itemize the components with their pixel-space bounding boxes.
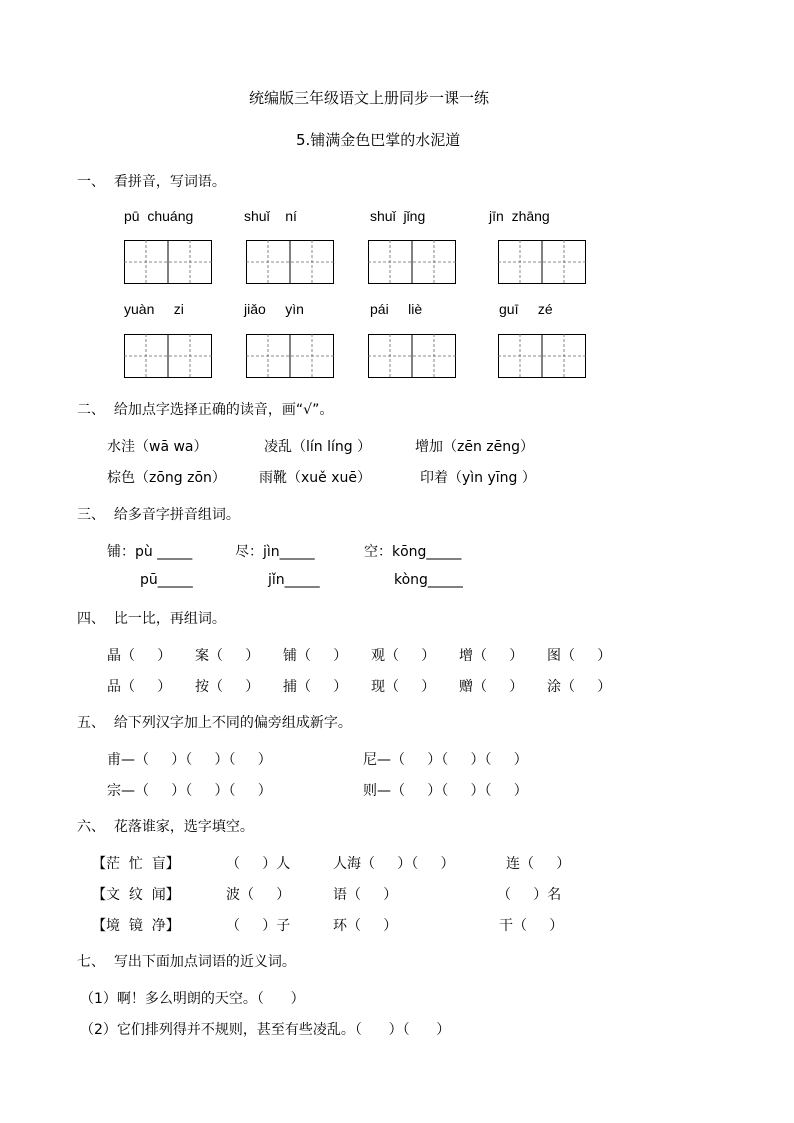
compare-blank[interactable]: 晶（ ）	[107, 648, 172, 664]
reading-choice[interactable]: 印着（yìn yīng ）	[420, 470, 536, 486]
compare-blank[interactable]: 现（ ）	[371, 679, 436, 695]
char-choices: 【境 镜 净】	[92, 918, 180, 934]
pinyin-8: guī zé	[499, 301, 553, 317]
writing-grid[interactable]	[498, 240, 586, 284]
section-5-heading: 五、 给下列汉字加上不同的偏旁组成新字。	[77, 715, 352, 731]
polyphone-blank[interactable]: 铺：pù _____	[107, 544, 193, 560]
compare-blank[interactable]: 赠（ ）	[459, 679, 524, 695]
pinyin-6: jiǎo yìn	[244, 301, 304, 317]
section-6-heading: 六、 花落谁家，选字填空。	[77, 819, 254, 835]
compare-blank[interactable]: 案（ ）	[195, 648, 260, 664]
pinyin-5: yuàn zi	[124, 301, 184, 317]
radical-blank[interactable]: 尼—（ ）（ ）（ ）	[363, 752, 528, 768]
compare-blank[interactable]: 按（ ）	[195, 679, 260, 695]
fill-blank[interactable]: 波（ ）	[226, 887, 291, 903]
reading-choice[interactable]: 凌乱（lín líng ）	[264, 439, 372, 455]
synonym-question-1[interactable]: （1）啊！多么明朗的天空。（ ）	[80, 991, 305, 1007]
writing-grid[interactable]	[246, 240, 334, 284]
polyphone-blank[interactable]: 空：kōng_____	[364, 544, 462, 560]
compare-blank[interactable]: 涂（ ）	[547, 679, 612, 695]
writing-grid[interactable]	[124, 334, 212, 378]
compare-blank[interactable]: 观（ ）	[371, 648, 436, 664]
compare-blank[interactable]: 铺（ ）	[283, 648, 348, 664]
fill-blank[interactable]: 人海（ ）（ ）	[333, 856, 455, 872]
fill-blank[interactable]: 环（ ）	[333, 918, 398, 934]
fill-blank[interactable]: （ ）名	[497, 887, 562, 903]
radical-blank[interactable]: 则—（ ）（ ）（ ）	[363, 783, 528, 799]
lesson-title: 5.铺满金色巴掌的水泥道	[296, 131, 461, 149]
pinyin-4: jīn zhāng	[489, 208, 550, 224]
pinyin-2: shuǐ ní	[244, 208, 297, 224]
radical-blank[interactable]: 甫—（ ）（ ）（ ）	[107, 752, 272, 768]
section-1-heading: 一、 看拼音，写词语。	[77, 174, 226, 190]
pinyin-7: pái liè	[370, 301, 423, 317]
fill-blank[interactable]: 干（ ）	[499, 918, 564, 934]
reading-choice[interactable]: 雨靴（xuě xuē）	[259, 470, 371, 486]
writing-grid[interactable]	[246, 334, 334, 378]
section-4-heading: 四、 比一比，再组词。	[77, 611, 226, 627]
fill-blank[interactable]: 连（ ）	[506, 856, 571, 872]
pinyin-1: pū chuáng	[124, 208, 194, 224]
section-7-heading: 七、 写出下面加点词语的近义词。	[77, 954, 296, 970]
compare-blank[interactable]: 图（ ）	[547, 648, 612, 664]
reading-choice[interactable]: 水洼（wā wa）	[107, 439, 208, 455]
fill-blank[interactable]: （ ）子	[226, 918, 291, 934]
fill-blank[interactable]: 语（ ）	[333, 887, 398, 903]
polyphone-blank[interactable]: pū_____	[140, 572, 193, 588]
synonym-question-2[interactable]: （2）它们排列得并不规则，甚至有些凌乱。（ ）（ ）	[80, 1022, 451, 1038]
reading-choice[interactable]: 增加（zēn zēng）	[415, 439, 535, 455]
section-2-heading: 二、 给加点字选择正确的读音，画“√”。	[77, 402, 334, 418]
compare-blank[interactable]: 捕（ ）	[283, 679, 348, 695]
reading-choice[interactable]: 棕色（zōng zōn）	[107, 470, 226, 486]
radical-blank[interactable]: 宗—（ ）（ ）（ ）	[107, 783, 272, 799]
char-choices: 【茫 忙 盲】	[92, 856, 180, 872]
writing-grid[interactable]	[498, 334, 586, 378]
compare-blank[interactable]: 品（ ）	[107, 679, 172, 695]
polyphone-blank[interactable]: jǐn_____	[268, 572, 320, 588]
worksheet-title: 统编版三年级语文上册同步一课一练	[249, 89, 490, 107]
section-3-heading: 三、 给多音字拼音组词。	[77, 507, 240, 523]
writing-grid[interactable]	[368, 240, 456, 284]
writing-grid[interactable]	[368, 334, 456, 378]
compare-blank[interactable]: 增（ ）	[459, 648, 524, 664]
writing-grid[interactable]	[124, 240, 212, 284]
polyphone-blank[interactable]: kòng_____	[394, 572, 463, 588]
pinyin-3: shuǐ jǐng	[370, 208, 426, 224]
fill-blank[interactable]: （ ）人	[226, 856, 291, 872]
polyphone-blank[interactable]: 尽：jìn_____	[235, 544, 315, 560]
char-choices: 【文 纹 闻】	[92, 887, 180, 903]
